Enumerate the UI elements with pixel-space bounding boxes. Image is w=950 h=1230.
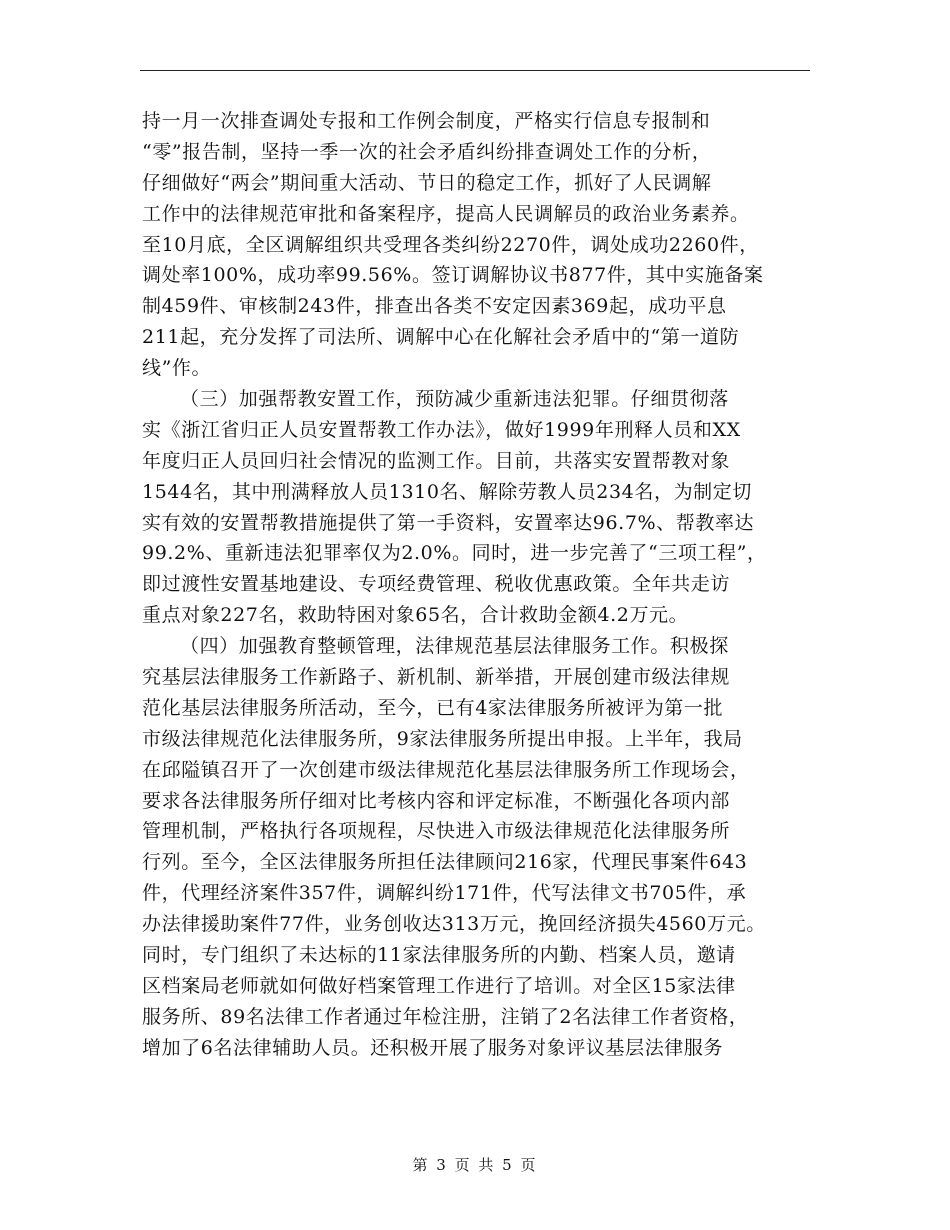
header-rule	[140, 70, 810, 71]
text-line: 工作中的法律规范审批和备案程序，提高人民调解员的政治业务素养。	[142, 202, 750, 225]
text-line: 管理机制，严格执行各项规程，尽快进入市级法律规范化法律服务所	[142, 820, 731, 843]
text-line: 实有效的安置帮教措施提供了第一手资料，安置率达96.7%、帮教率达	[142, 511, 755, 534]
text-line: 重点对象227名，救助特困对象65名，合计救助金额4.2万元。	[142, 604, 689, 627]
paragraph-start-line: （四）加强教育整顿管理，法律规范基层法律服务工作。积极探	[180, 635, 729, 658]
text-line: 服务所、89名法律工作者通过年检注册，注销了2名法律工作者资格，	[142, 1005, 749, 1028]
body-text	[142, 106, 812, 1064]
text-line: 范化基层法律服务所活动，至今，已有4家法律服务所被评为第一批	[142, 696, 724, 719]
text-line: 要求各法律服务所仔细对比考核内容和评定标准，不断强化各项内部	[142, 789, 731, 812]
text-line: 实《浙江省归正人员安置帮教工作办法》，做好1999年刑释人员和XX	[142, 418, 741, 441]
text-line: 增加了6名法律辅助人员。还积极开展了服务对象评议基层法律服务	[142, 1036, 724, 1059]
text-line: 线”作。	[142, 357, 212, 380]
text-line: 在邱隘镇召开了一次创建市级法律规范化基层法律服务所工作现场会，	[142, 758, 750, 781]
text-line: 1544名，其中刑满释放人员1310名、解除劳教人员234名，为制定切	[142, 480, 752, 503]
text-line: 同时，专门组织了未达标的11家法律服务所的内勤、档案人员，邀请	[142, 944, 736, 967]
text-line: 行列。至今，全区法律服务所担任法律顾问216家，代理民事案件643	[142, 851, 748, 874]
text-line: 年度归正人员回归社会情况的监测工作。目前，共落实安置帮教对象	[142, 449, 731, 472]
text-line: 99.2%、重新违法犯罪率仅为2.0%。同时，进一步完善了“三项工程”，	[142, 542, 767, 565]
text-line: 仔细做好“两会”期间重大活动、节日的稳定工作，抓好了人民调解	[142, 171, 712, 194]
text-line: 究基层法律服务工作新路子、新机制、新举措，开展创建市级法律规	[142, 666, 731, 689]
text-line: “零”报告制，坚持一季一次的社会矛盾纠纷排查调处工作的分析，	[142, 140, 712, 163]
text-line: 制459件、审核制243件，排查出各类不安定因素369起，成功平息	[142, 295, 727, 318]
text-line: 调处率100%，成功率99.56%。签订调解协议书877件，其中实施备案	[142, 264, 764, 287]
text-line: 持一月一次排查调处专报和工作例会制度，严格实行信息专报制和	[142, 110, 711, 132]
text-line: 即过渡性安置基地建设、专项经费管理、税收优惠政策。全年共走访	[142, 573, 731, 596]
text-line: 办法律援助案件77件，业务创收达313万元，挽回经济损失4560万元。	[142, 913, 766, 936]
text-line: 区档案局老师就如何做好档案管理工作进行了培训。对全区15家法律	[142, 974, 736, 997]
paragraph-start-line: （三）加强帮教安置工作，预防减少重新违法犯罪。仔细贯彻落	[180, 388, 729, 411]
text-line: 件，代理经济案件357件，调解纠纷171件，代写法律文书705件，承	[142, 882, 747, 905]
text-line: 211起，充分发挥了司法所、调解中心在化解社会矛盾中的“第一道防	[142, 326, 740, 349]
page-number-footer: 第 3 页 共 5 页	[412, 1156, 538, 1174]
text-line: 至10月底，全区调解组织共受理各类纠纷2270件，调处成功2260件，	[142, 233, 759, 256]
text-line: 市级法律规范化法律服务所，9家法律服务所提出申报。上半年，我局	[142, 727, 743, 750]
